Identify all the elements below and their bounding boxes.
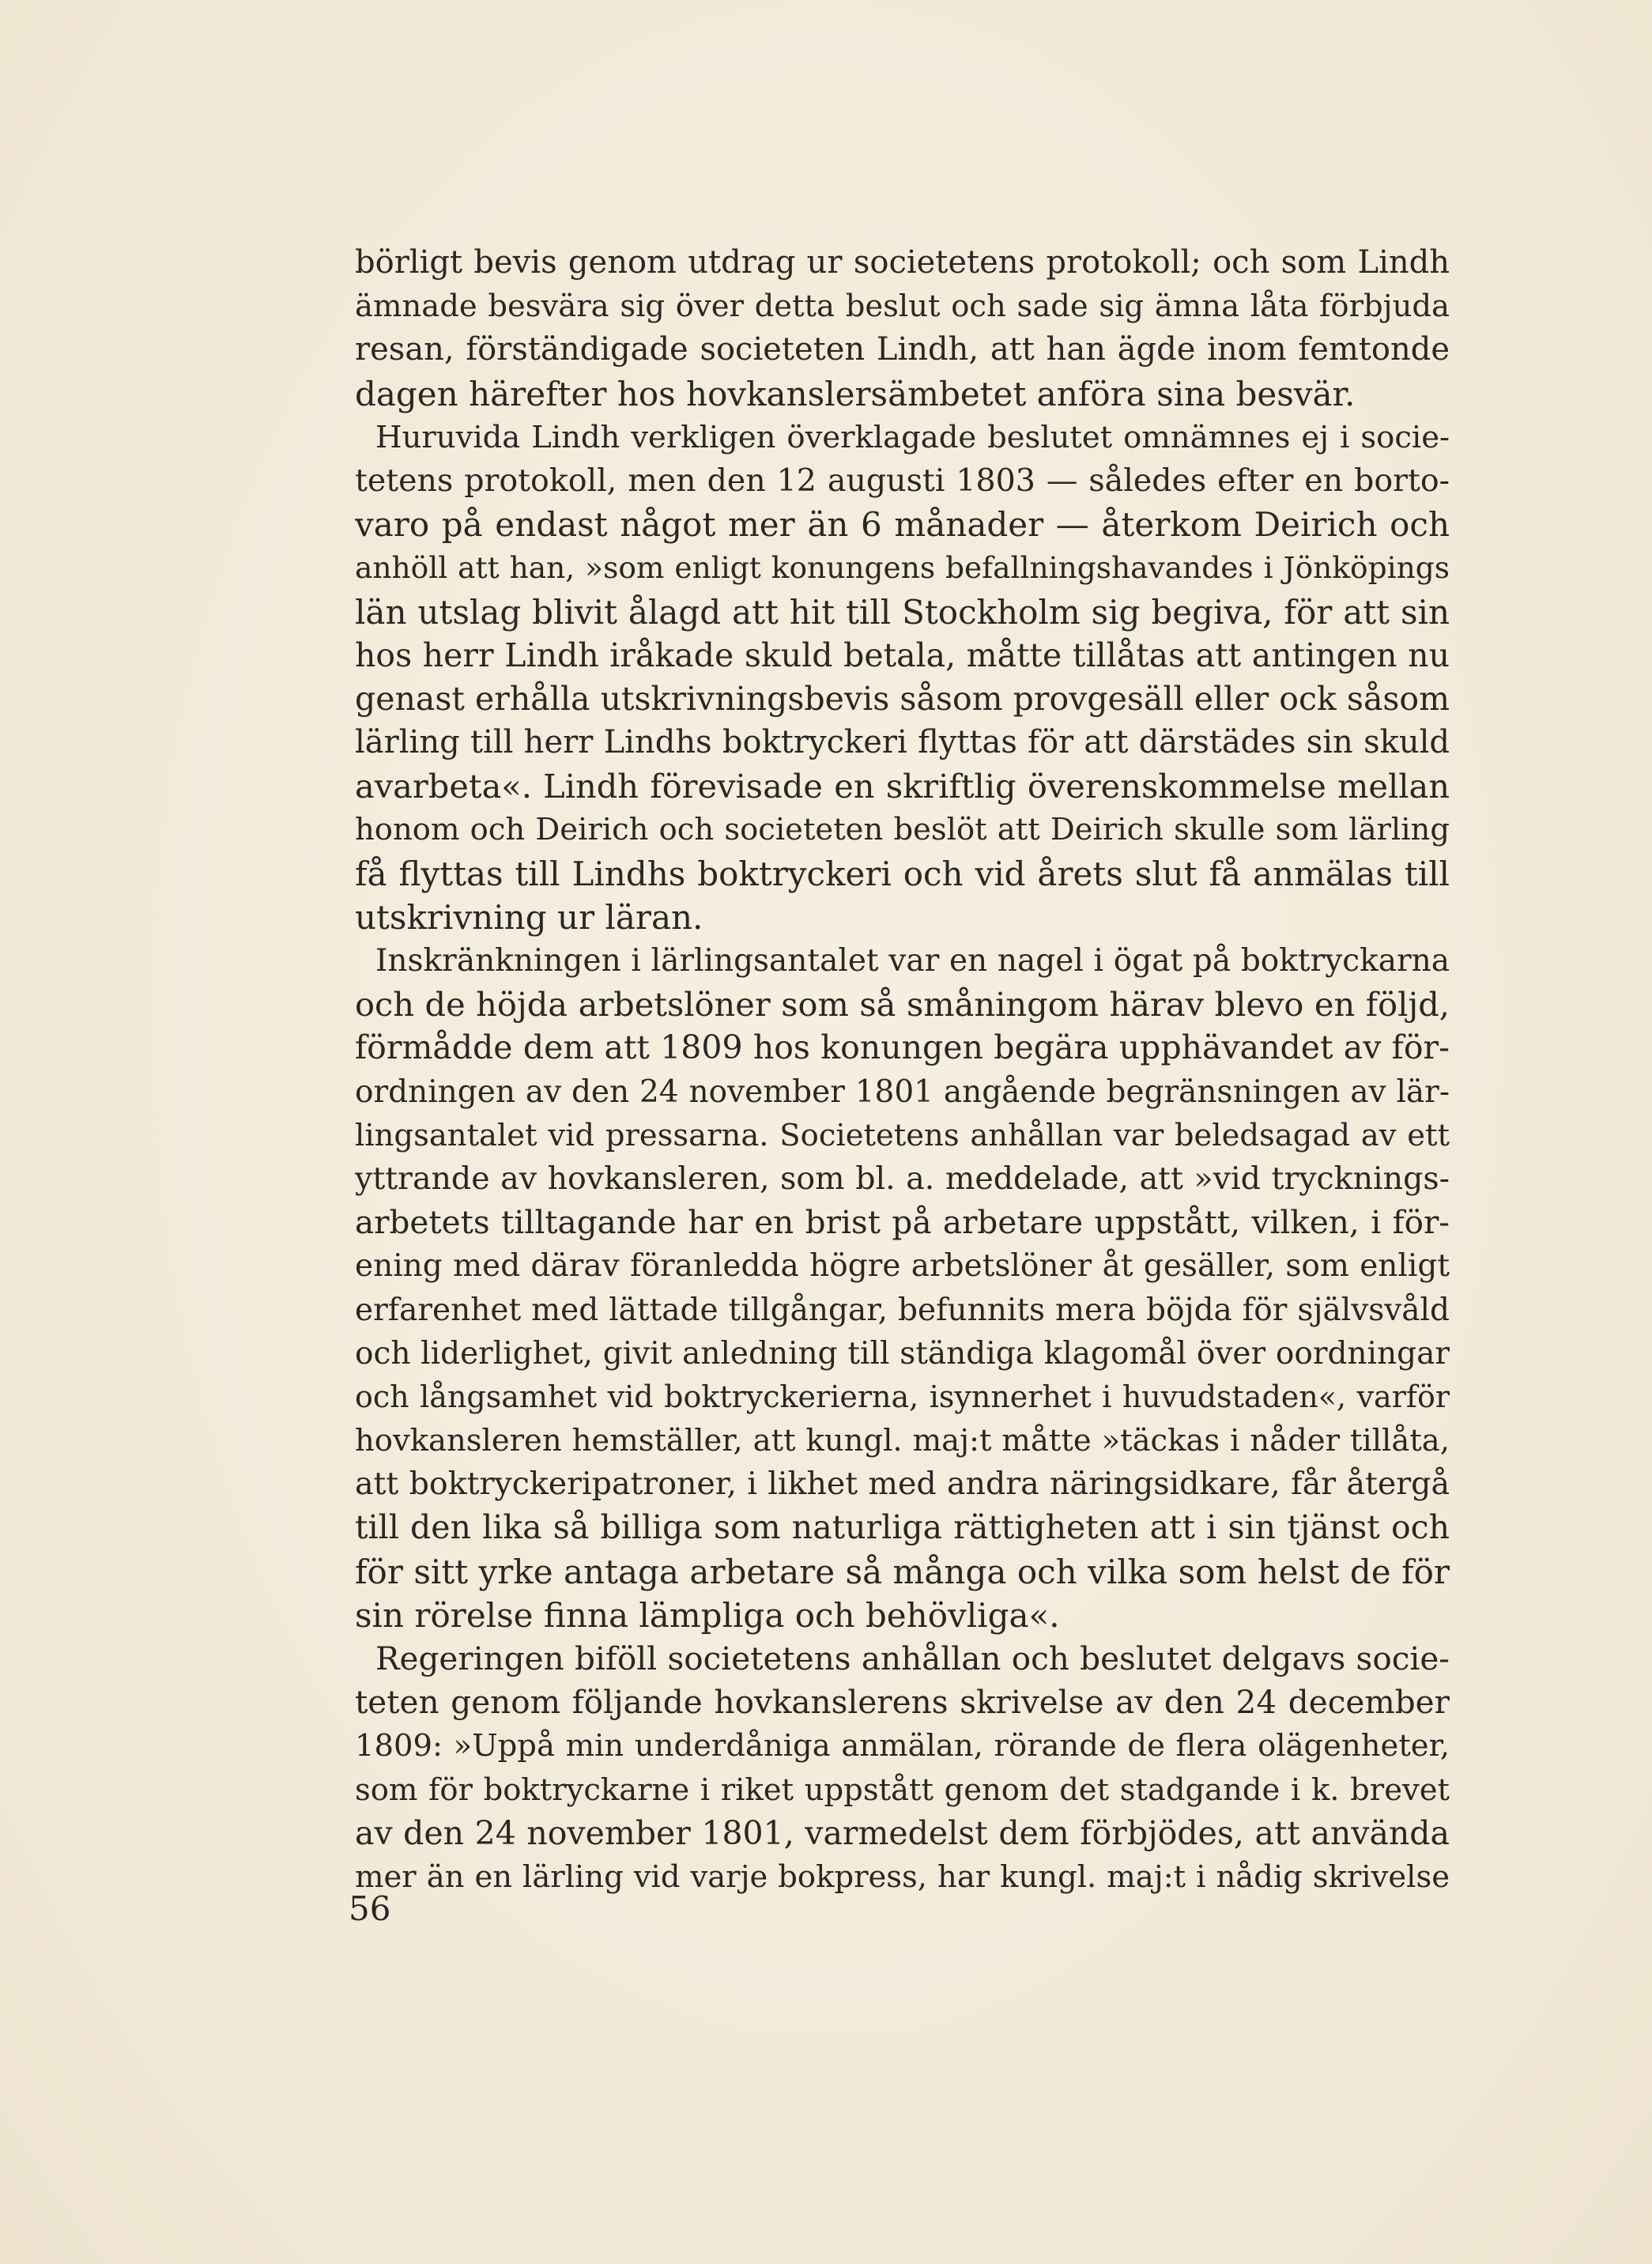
- text-line: sin rörelse finna lämpliga och behövliga«.: [355, 1595, 1060, 1635]
- text-line: utskrivning ur läran.: [355, 897, 703, 937]
- text-line: ämnade besvära sig över detta beslut och sade sig ämna låta förbjuda: [355, 289, 1450, 325]
- text-line: 1809: »Uppå min underdåniga anmälan, rörande de flera olägenheter,: [355, 1728, 1450, 1764]
- text-line: erfarenhet med lättade tillgångar, befunnits mera böjda för självsvåld: [355, 1292, 1450, 1328]
- page-number: 56: [349, 1889, 391, 1928]
- text-line: hovkansleren hemställer, att kungl. maj:t måtte »täckas i nåder tillåta,: [355, 1423, 1450, 1459]
- text-line: Huruvida Lindh verkligen överklagade beslutet omnämnes ej i socie-: [375, 419, 1450, 455]
- text-line: yttrande av hovkansleren, som bl. a. meddelade, att »vid trycknings-: [355, 1160, 1450, 1197]
- text-line: avarbeta«. Lindh förevisade en skriftlig överenskommelse mellan: [355, 767, 1450, 806]
- text-line: lingsantalet vid pressarna. Societetens anhållan var beledsagad av ett: [355, 1117, 1450, 1153]
- text-line: av den 24 november 1801, varmedelst dem förbjödes, att använda: [355, 1813, 1450, 1852]
- text-line: honom och Deirich och societeten beslöt att Deirich skulle som lärling: [355, 812, 1450, 848]
- text-line: dagen härefter hos hovkanslersämbetet anföra sina besvär.: [355, 374, 1356, 413]
- text-line: resan, förständigade societeten Lindh, att han ägde inom femtonde: [355, 331, 1450, 368]
- text-line: få flyttas till Lindhs boktryckeri och vid årets slut få anmälas till: [355, 854, 1450, 893]
- text-line: till den lika så billiga som naturliga rättigheten att i sin tjänst och: [355, 1508, 1450, 1547]
- text-line: lärling till herr Lindhs boktryckeri flyttas för att därstädes sin skuld: [355, 724, 1450, 761]
- text-line: förmådde dem att 1809 hos konungen begära upphävandet av för-: [355, 1028, 1450, 1067]
- text-line: för sitt yrke antaga arbetare så många och vilka som helst de för: [355, 1552, 1450, 1591]
- text-line: ening med därav föranledda högre arbetslöner åt gesäller, som enligt: [355, 1248, 1450, 1285]
- text-line: mer än en lärling vid varje bokpress, har kungl. maj:t i nådig skrivelse: [355, 1858, 1450, 1895]
- text-line: och långsamhet vid boktryckerierna, isynnerhet i huvudstaden«, varför: [355, 1379, 1450, 1414]
- text-line: arbetets tilltagande har en brist på arbetare uppstått, vilken, i för-: [355, 1203, 1450, 1242]
- text-line: genast erhålla utskrivningsbevis såsom provgesäll eller ock såsom: [355, 679, 1450, 718]
- text-line: och liderlighet, givit anledning till ständiga klagomål över oordningar: [355, 1335, 1450, 1372]
- text-line: att boktryckeripatroner, i likhet med andra näringsidkare, får återgå: [355, 1466, 1450, 1503]
- text-line: län utslag blivit ålagd att hit till Stockholm sig begiva, för att sin: [355, 592, 1450, 632]
- text-line: tetens protokoll, men den 12 augusti 1803 — således efter en borto-: [355, 462, 1450, 499]
- text-line: Inskränkningen i lärlingsantalet var en nagel i ögat på boktryckarna: [375, 943, 1450, 979]
- text-line: Regeringen biföll societetens anhållan och beslutet delgavs socie-: [375, 1640, 1450, 1677]
- text-line: anhöll att han, »som enligt konungens befallningshavandes i Jönköpings: [355, 550, 1450, 586]
- text-line: varo på endast något mer än 6 månader — återkom Deirich och: [355, 505, 1450, 545]
- text-line: hos herr Lindh iråkade skuld betala, måtte tillåtas att antingen nu: [355, 636, 1450, 674]
- body-text: [355, 241, 1450, 1899]
- text-line: och de höjda arbetslöner som så småningom härav blevo en följd,: [355, 985, 1450, 1024]
- text-line: som för boktryckarne i riket uppstått genom det stadgande i k. brevet: [355, 1772, 1450, 1808]
- text-line: teten genom följande hovkanslerens skrivelse av den 24 december: [355, 1683, 1450, 1722]
- text-line: ordningen av den 24 november 1801 angående begränsningen av lär-: [355, 1074, 1450, 1110]
- text-line: börligt bevis genom utdrag ur societetens protokoll; och som Lindh: [355, 244, 1450, 281]
